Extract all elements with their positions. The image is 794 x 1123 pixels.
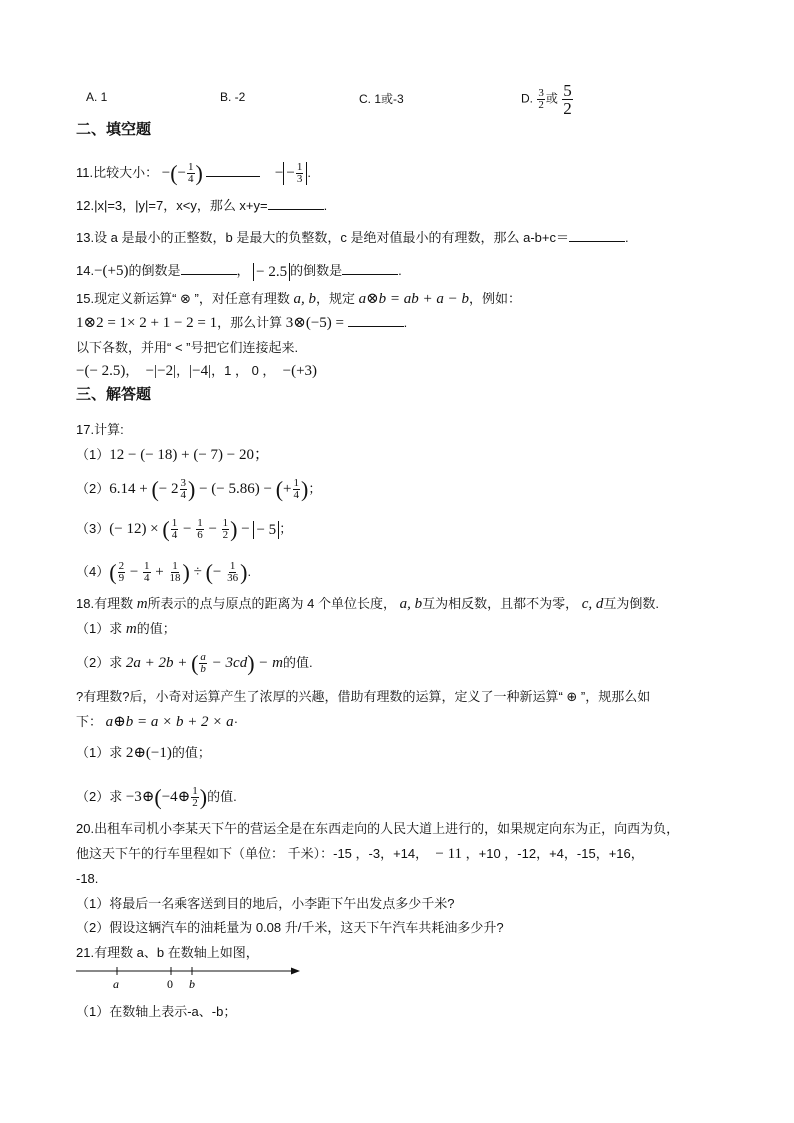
- question-17-part-3: （3）(− 12) × ( $\frac{1}{4}$ − $\frac{1}{6}$ − $\frac{1}{2}$ ) − − 5 ；: [76, 516, 293, 542]
- number-line-figure: [76, 962, 306, 996]
- q15-answer-blank[interactable]: [348, 314, 404, 327]
- question-21-part-1: （1）在数轴上表示-a、-b；: [76, 1004, 237, 1019]
- q14-answer-blank-2[interactable]: [342, 262, 398, 275]
- label-b: b: [189, 977, 195, 991]
- q11-answer-blank[interactable]: [206, 164, 260, 177]
- question-11: 11.比较大小： −(− $\frac{1}{4}$ ) − − $\frac{1}{3}$ .: [76, 160, 311, 186]
- question-18-part-1: （1）求 m的值；: [76, 621, 176, 637]
- section-title-fill-blank: 二、填空题: [76, 121, 152, 138]
- option-d-prefix: D.: [521, 91, 537, 106]
- question-14: 14.−(+5)的倒数是 ， − 2.5 的倒数是 .: [76, 263, 402, 280]
- question-15-line-2: 1⊗2 = 1× 2 + 1 − 2 = 1，那么计算 3⊗(−5) = .: [76, 315, 408, 331]
- question-13: 13.设 a 是最小的正整数，b 是最大的负整数，c 是绝对值最小的有理数，那么 a-b+c＝ .: [76, 230, 629, 245]
- q13-answer-blank[interactable]: [569, 229, 625, 242]
- q14-answer-blank-1[interactable]: [181, 262, 237, 275]
- option-d-fraction-2: $\frac{5}{2}$: [563, 81, 572, 118]
- question-20-line-3: -18.: [76, 871, 99, 886]
- question-17-part-1: （1）12 − (− 18) + (− 7) − 20；: [76, 447, 270, 463]
- question-19-stem-line-2: 下： a⊕b = a × b + 2 × a·: [76, 714, 239, 730]
- question-19-stem-line-1: ?有理数?后，小奇对运算产生了浓厚的兴趣，借助有理数的运算，定义了一种新运算“ ⊕ ”，规那么如: [76, 689, 651, 704]
- option-c[interactable]: C. 1或-3: [359, 92, 404, 106]
- option-b[interactable]: B. -2: [220, 90, 246, 104]
- question-20-part-1: （1）将最后一名乘客送到目的地后，小李距下午出发点多少千米?: [76, 896, 455, 911]
- question-12: 12.|x|=3，|y|=7，x<y，那么 x+y= .: [76, 198, 328, 213]
- section-title-solutions: 三、解答题: [76, 386, 152, 403]
- question-18-part-2: （2）求 2a + 2b + ( $\frac{a}{b}$ − 3cd) − m的值.: [76, 650, 313, 676]
- option-d[interactable]: [521, 82, 574, 117]
- q11-fraction-1: $\frac{1}{4}$: [188, 161, 194, 185]
- question-20-line-2: 他这天下午的行车里程如下（单位： 千米）：-15 ，-3，+14， − 11 ，+10 ，-12，+4，-15，+16，: [76, 846, 644, 862]
- question-20-part-2: （2）假设这辆汽车的油耗量为 0.08 升/千米，这天下午汽车共耗油多少升?: [76, 920, 504, 935]
- question-19-part-1: （1）求 2⊕(−1)的值；: [76, 745, 211, 761]
- question-19-part-2: （2）求 −3⊕(−4⊕ $\frac{1}{2}$ )的值.: [76, 784, 237, 810]
- number-line-arrow-icon: [291, 968, 300, 975]
- label-0: 0: [167, 977, 173, 991]
- q12-answer-blank[interactable]: [268, 197, 324, 210]
- question-20-line-1: 20.出租车司机小李某天下午的营运全是在东西走向的人民大道上进行的，如果规定向东为正，向西为负，: [76, 821, 680, 836]
- question-15-line-1: 15.现定义新运算“ ⊗ ”，对任意有理数 a, b，规定 a⊗b = ab + a − b，例如：: [76, 291, 522, 307]
- question-18-stem: 18.有理数 m所表示的点与原点的距离为 4 个单位长度， a, b互为相反数，且都不为零， c, d互为倒数.: [76, 596, 660, 612]
- question-17-part-4: （4）( $\frac{2}{9}$ − $\frac{1}{4}$ + $\frac{1}{18}$ ) ÷ (− $\frac{1}{36}$ ).: [76, 559, 252, 585]
- option-d-fraction-1: $\frac{3}{2}$: [538, 87, 544, 111]
- label-a: a: [113, 977, 119, 991]
- question-16-numbers: −(− 2.5)， −|−2|，|−4|，1 ， 0 ， −(+3): [76, 363, 318, 379]
- question-17-part-2: （2）6.14 + (− 2 $\frac{3}{4}$ ) − (− 5.86) − (+ $\frac{1}{4}$ )；: [76, 476, 322, 502]
- q11-fraction-2: $\frac{1}{3}$: [296, 161, 303, 185]
- option-d-or: 或: [545, 91, 558, 106]
- question-16-line-1: 以下各数，并用“ < ”号把它们连接起来.: [76, 340, 299, 355]
- option-a[interactable]: A. 1: [86, 90, 108, 104]
- question-17-title: 17.计算:: [76, 422, 124, 437]
- question-21-title: 21.有理数 a、b 在数轴上如图，: [76, 945, 259, 960]
